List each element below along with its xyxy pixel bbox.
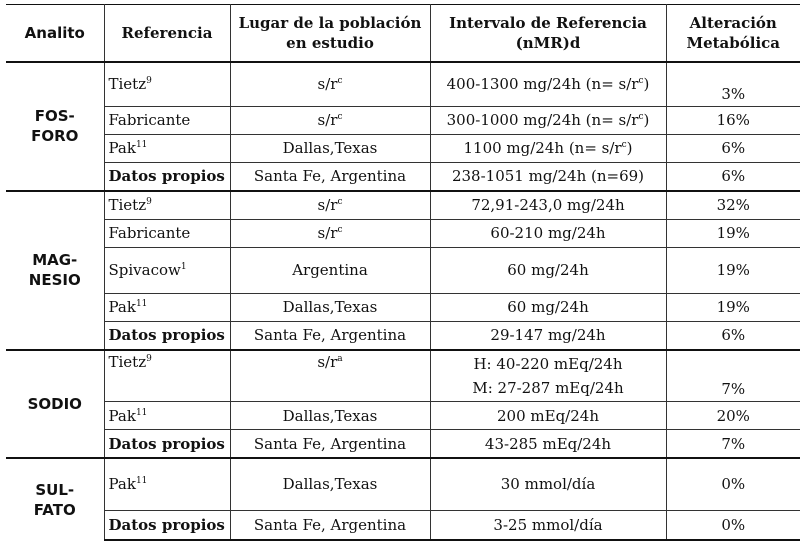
header-intervalo: Intervalo de Referencia (nMR)d bbox=[430, 5, 666, 63]
table-row bbox=[6, 321, 800, 350]
alteracion-cell: 0% bbox=[666, 510, 800, 540]
header-lugar: Lugar de la población en estudio bbox=[230, 5, 430, 63]
ref-cell: Fabricante bbox=[104, 106, 230, 134]
intervalo-cell: 60 mg/24h bbox=[430, 247, 666, 293]
intervalo-cell: 60 mg/24h bbox=[430, 293, 666, 321]
alteracion-cell: 6% bbox=[666, 134, 800, 162]
lugar-cell: $s/r^c$ bbox=[230, 219, 430, 247]
intervalo-cell: 1100 mg/24h $(n= s/r^c)$ bbox=[430, 134, 666, 162]
table-row bbox=[6, 106, 800, 134]
ref-cell: Datos propios bbox=[104, 430, 230, 459]
intervalo-cell: 60-210 mg/24h bbox=[430, 219, 666, 247]
lugar-cell: Dallas,Texas bbox=[230, 402, 430, 430]
ref-cell: Tietz$^9$ bbox=[104, 62, 230, 106]
table-row bbox=[6, 293, 800, 321]
ref-cell: Spivacow$^1$ bbox=[104, 247, 230, 293]
alteracion-cell: 19% bbox=[666, 247, 800, 293]
alteracion-cell: 7% bbox=[666, 350, 800, 402]
lugar-cell: Argentina bbox=[230, 247, 430, 293]
lugar-cell: $s/r^c$ bbox=[230, 106, 430, 134]
lugar-cell: Santa Fe, Argentina bbox=[230, 510, 430, 540]
lugar-cell: Santa Fe, Argentina bbox=[230, 162, 430, 191]
table-row bbox=[6, 247, 800, 293]
ref-cell: Datos propios bbox=[104, 510, 230, 540]
table-row bbox=[6, 219, 800, 247]
ref-cell: Tietz$^9$ bbox=[104, 191, 230, 220]
alteracion-cell: 19% bbox=[666, 219, 800, 247]
table-row bbox=[6, 458, 800, 510]
alteracion-cell: 6% bbox=[666, 162, 800, 191]
analyte-fosforo: FOS- FORO bbox=[6, 62, 104, 191]
ref-cell: Pak$^{11}$ bbox=[104, 458, 230, 510]
lugar-cell: Dallas,Texas bbox=[230, 134, 430, 162]
reference-intervals-table bbox=[6, 4, 800, 541]
intervalo-cell: 200 mEq/24h bbox=[430, 402, 666, 430]
ref-cell: Tietz$^9$ bbox=[104, 350, 230, 402]
lugar-cell: $s/r^a$ bbox=[230, 350, 430, 402]
alteracion-cell: 7% bbox=[666, 430, 800, 459]
intervalo-cell: 400-1300 mg/24h $(n= s/r^c)$ bbox=[430, 62, 666, 106]
header-analito: Analito bbox=[6, 5, 104, 63]
lugar-cell: Dallas,Texas bbox=[230, 293, 430, 321]
ref-cell: Datos propios bbox=[104, 162, 230, 191]
reference-table-container bbox=[6, 4, 800, 541]
alteracion-cell: 6% bbox=[666, 321, 800, 350]
intervalo-cell: H: 40-220 mEq/24h M: 27-287 mEq/24h bbox=[430, 350, 666, 402]
lugar-cell: Santa Fe, Argentina bbox=[230, 430, 430, 459]
lugar-cell: $s/r^c$ bbox=[230, 191, 430, 220]
table-row bbox=[6, 510, 800, 540]
header-referencia: Referencia bbox=[104, 5, 230, 63]
table-row bbox=[6, 191, 800, 220]
table-row bbox=[6, 350, 800, 402]
intervalo-cell: 300-1000 mg/24h $(n= s/r^c)$ bbox=[430, 106, 666, 134]
lugar-cell: Santa Fe, Argentina bbox=[230, 321, 430, 350]
intervalo-cell: 72,91-243,0 mg/24h bbox=[430, 191, 666, 220]
alteracion-cell: 3% bbox=[666, 62, 800, 106]
ref-cell: Pak$^{11}$ bbox=[104, 134, 230, 162]
lugar-cell: $s/r^c$ bbox=[230, 62, 430, 106]
table-row bbox=[6, 430, 800, 459]
table-row bbox=[6, 62, 800, 106]
ref-cell: Datos propios bbox=[104, 321, 230, 350]
analyte-sulfato: SUL- FATO bbox=[6, 458, 104, 540]
table-row bbox=[6, 162, 800, 191]
intervalo-cell: 238-1051 mg/24h (n=69) bbox=[430, 162, 666, 191]
alteracion-cell: 0% bbox=[666, 458, 800, 510]
intervalo-cell: 30 mmol/día bbox=[430, 458, 666, 510]
ref-cell: Fabricante bbox=[104, 219, 230, 247]
intervalo-cell: 43-285 mEq/24h bbox=[430, 430, 666, 459]
intervalo-cell: 29-147 mg/24h bbox=[430, 321, 666, 350]
header-alteracion: Alteración Metabólica bbox=[666, 5, 800, 63]
alteracion-cell: 32% bbox=[666, 191, 800, 220]
ref-cell: Pak$^{11}$ bbox=[104, 402, 230, 430]
alteracion-cell: 20% bbox=[666, 402, 800, 430]
lugar-cell: Dallas,Texas bbox=[230, 458, 430, 510]
analyte-sodio: SODIO bbox=[6, 350, 104, 459]
table-row bbox=[6, 134, 800, 162]
table-row bbox=[6, 402, 800, 430]
header-row bbox=[6, 5, 800, 63]
alteracion-cell: 16% bbox=[666, 106, 800, 134]
alteracion-cell: 19% bbox=[666, 293, 800, 321]
intervalo-cell: 3-25 mmol/día bbox=[430, 510, 666, 540]
analyte-magnesio: MAG- NESIO bbox=[6, 191, 104, 350]
ref-cell: Pak$^{11}$ bbox=[104, 293, 230, 321]
